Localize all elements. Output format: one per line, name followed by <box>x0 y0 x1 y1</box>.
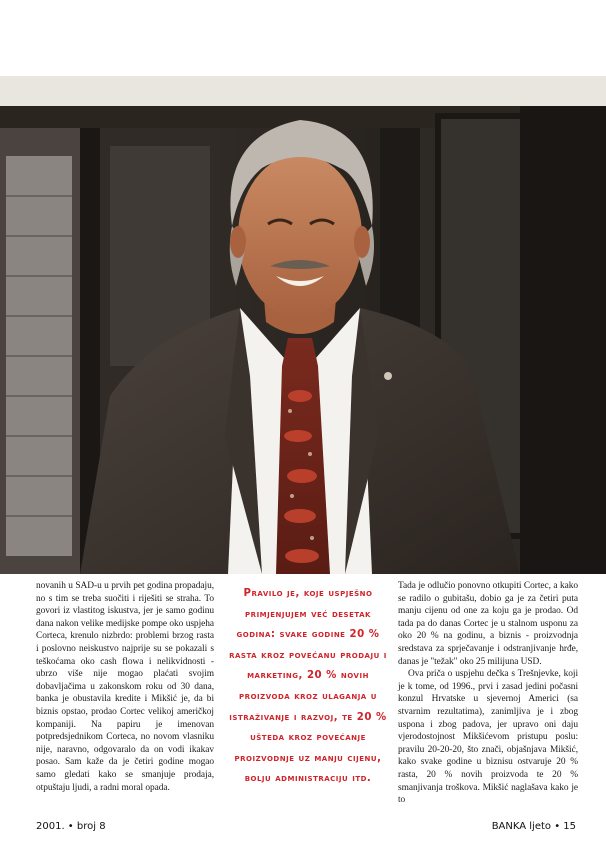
right-paragraph: Tada je odlučio ponovno otkupiti Cortec, a kako se radilo o gubitašu, dobio ga je za četiri puta manju cijenu od one za koju ga je prodao. Od tada pa do danas Cortec je u stalnom usponu za oko 20 % na godinu, a biznis - proizvodnja sredstava za sprječavanje i odstranjivanje hrđe, danas je "težak" oko 25 milijuna USD. <box>398 581 578 667</box>
footer-issue: 2001. • broj 8 <box>36 821 106 832</box>
right-paragraph: Ova priča o uspjehu dečka s Trešnjevke, koji je k tome, od 1996., prvi i zasad jedini počasni konzul Hrvatske u sjevernoj Americi (sa stvarnim rezultatima), zanimljiva je i zbog uspona i zbog padova, jer upravo oni daju vjerodostojnost Mikšićevom pristupu poslu: pravilu 20-20-20, što znači, objašnjava Mikšić, kako svake godine u biznisu ostvaruje 20 % rasta, 20 % novih proizvoda te 20 % smanjivanja troškova. Mikšić naglašava kako je to <box>398 669 578 806</box>
right-column <box>398 580 578 807</box>
left-paragraph: novanih u SAD-u u prvih pet godina propadaju, no s tim se treba suočiti i riješiti se straha. To govori iz vlastitog iskustva, jer je samo godinu dana nakon velike medijske pompe oko uspjeha Corteca, krenulo nizbrdo: problemi brzog rasta i poslovno neiskustvo najprije su se pokazali s teškoćama oko cash flowa i nelikvidnosti - ubrzo više nije mogao plaćati svojim dobavljačima u zakonskom roku od 30 dana, banka je obustavila kredite i Mikšić je, da bi biznis opstao, prodao Cortec velikoj američkoj kompaniji. Na papiru je imenovan potpredsjednikom Corteca, no novom vlasniku nije, naravno, odgovaralo da on vodi ikakav posao. Sam kaže da je četiri godine mogao samo gledati kako se smanjuje prodaja, otpuštaju ljudi, a radni moral opada. <box>36 581 214 793</box>
portrait-photo <box>0 76 606 574</box>
pull-quote: Pravilo je, koje uspješno primjenjujem već desetak godina: svake godine 20 % rasta kroz povećanu prodaju i marketing, 20 % novih proizvoda kroz ulaganja u istraživanje i razvoj, te 20 % ušteda kroz povećanje proizvodnje uz manju cijenu, bolju administraciju itd. <box>229 588 387 785</box>
footer-page-number: BANKA ljeto • 15 <box>491 821 576 832</box>
left-column <box>36 580 214 794</box>
